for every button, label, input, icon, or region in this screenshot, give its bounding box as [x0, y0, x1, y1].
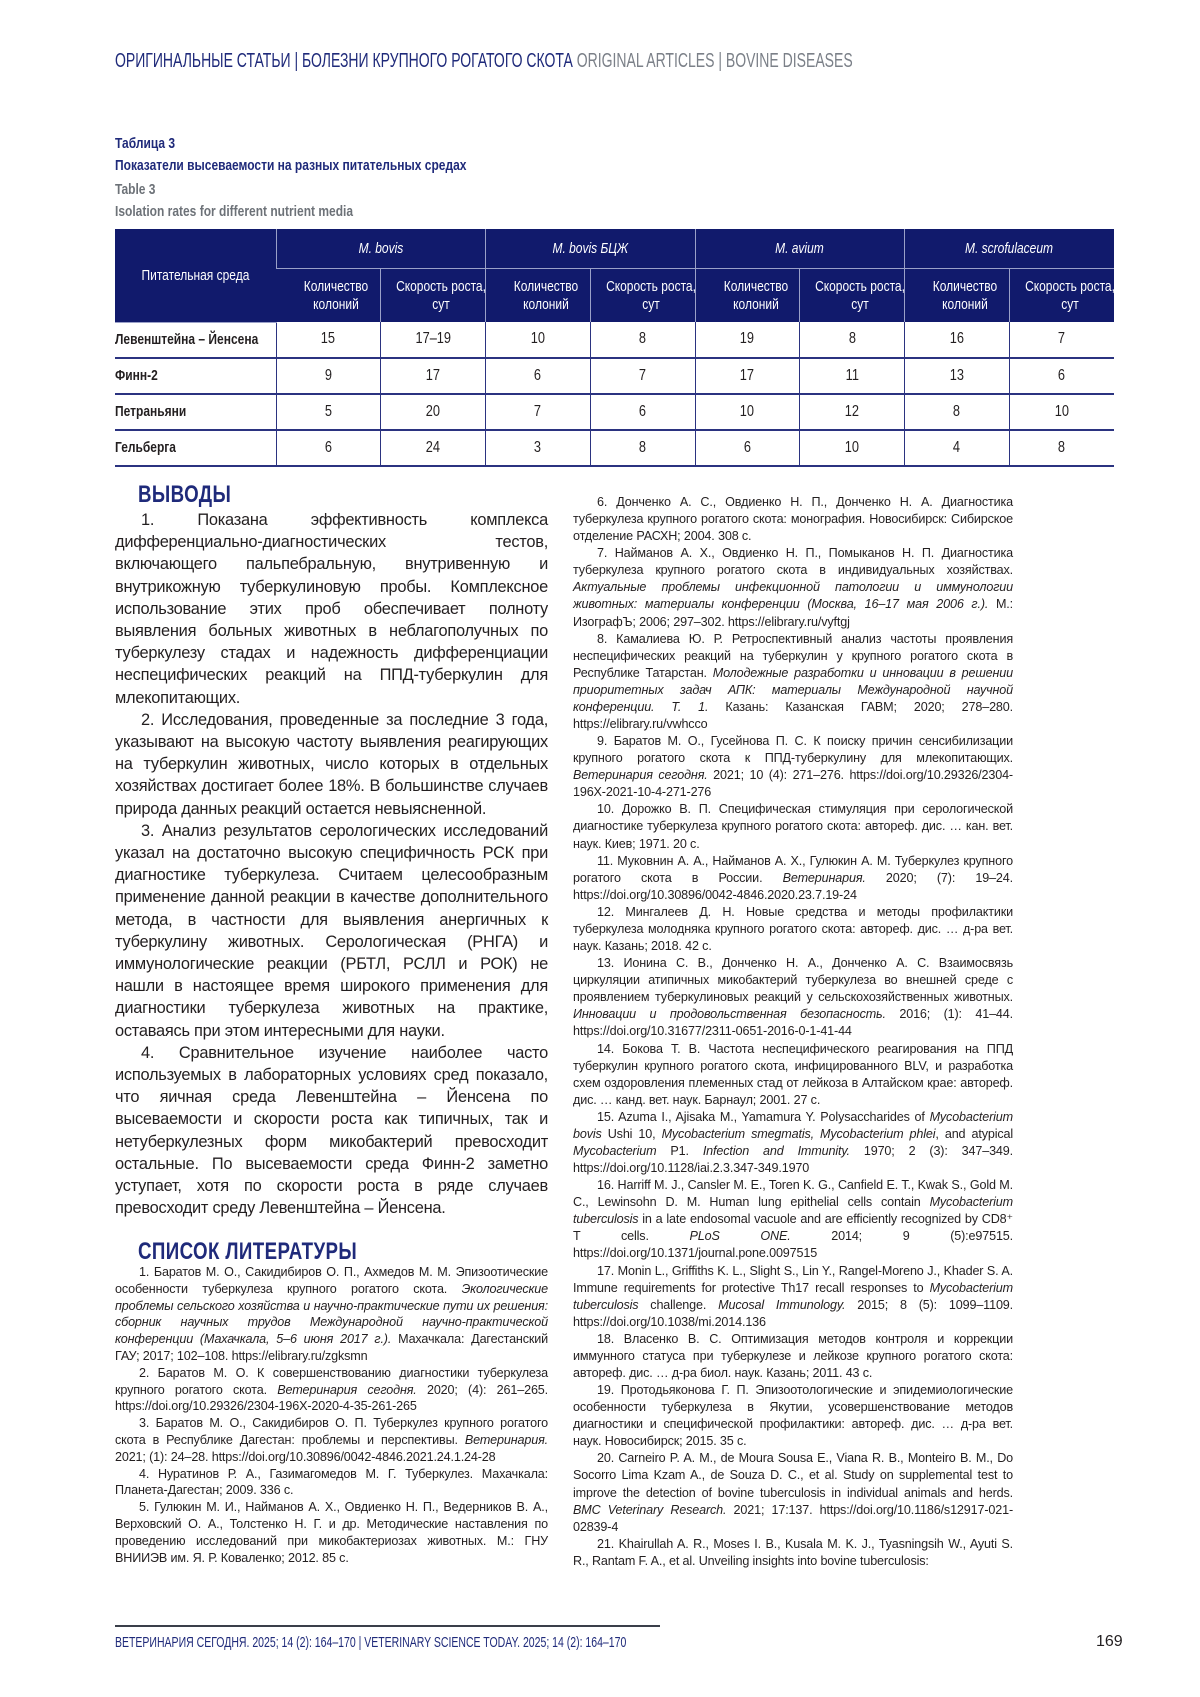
cell-value: 6 [534, 367, 541, 385]
reference-text: Ushi 10, [602, 1127, 662, 1141]
reference-text: 2020; (4): 261–265. https://doi.org/10.29326/2304-196X-2020-4-35-261-265 [115, 1383, 548, 1414]
colonies-cell [276, 394, 381, 430]
reference-item [115, 1466, 548, 1500]
table-label-en: Table 3 [115, 181, 155, 198]
cell-value: 6 [639, 403, 646, 421]
reference-text: Махачкала: Дагестанский ГАУ; 2017; 102–108. https://elibrary.ru/zgksmn [115, 1332, 548, 1363]
column-group-header [695, 229, 905, 269]
cell-value: 8 [953, 403, 960, 421]
reference-item [573, 1177, 1013, 1262]
reference-text: challenge. [638, 1298, 718, 1312]
reference-text: 16. Harriff M. J., Cansler M. E., Toren K. G., Canfield E. T., Kwak S., Gold M. C., Lewinsohn D. M. Human lung epithelial cells contain [573, 1178, 1013, 1209]
cell-value: 20 [426, 403, 440, 421]
reference-item [573, 1536, 1013, 1570]
colonies-cell [486, 358, 591, 394]
reference-item [573, 733, 1013, 801]
reference-text: Казань: Казанская ГАВМ; 2020; 278–280. https://elibrary.ru/vwhcco [573, 700, 1013, 731]
colonies-cell [695, 430, 800, 466]
reference-item [115, 1365, 548, 1415]
reference-source: Экологические проблемы сельского хозяйства и научно-практические пути их решения: сборник научных трудов Международной научно-практической конференции (Махачкала, 5–6 июня 2017 г.). [115, 1282, 548, 1346]
subheader-label: Скорость роста, сут [393, 278, 489, 314]
reference-source: Ветеринария. [465, 1433, 548, 1447]
reference-source: Ветеринария. [783, 871, 866, 885]
reference-item [573, 494, 1013, 545]
colonies-cell [905, 394, 1010, 430]
references-heading: СПИСОК ЛИТЕРАТУРЫ [138, 1238, 357, 1266]
colonies-cell [486, 322, 591, 358]
organism-name: M. bovis [358, 240, 403, 257]
running-head [115, 50, 853, 73]
reference-source: Mycobacterium smegmatis, Mycobacterium phlei [662, 1127, 936, 1141]
medium-name: Гельберга [115, 439, 176, 456]
growth-rate-cell [381, 358, 486, 394]
cell-value: 17 [426, 367, 440, 385]
column-group-header [276, 229, 486, 269]
running-head-en: ORIGINAL ARTICLES | BOVINE DISEASES [577, 50, 853, 72]
reference-item [115, 1415, 548, 1465]
reference-item [115, 1264, 548, 1365]
subheader-label: Количество колоний [708, 278, 804, 314]
reference-item [115, 1499, 548, 1566]
cell-value: 12 [845, 403, 859, 421]
reference-text: 8. Камалиева Ю. Р. Ретроспективный анализ частоты проявления неспецифических реакций на туберкулин у крупного рогатого скота в Республике Татарстан. [573, 632, 1013, 680]
growth-rate-cell [800, 430, 905, 466]
subheader-label: Количество колоний [917, 278, 1013, 314]
cell-value: 8 [639, 439, 646, 457]
subheader-label: Количество колоний [288, 278, 384, 314]
reference-item [573, 801, 1013, 852]
column-group-header [486, 229, 696, 269]
reference-text: 21. Khairullah A. R., Moses I. B., Kusala M. K. J., Tyasningsih W., Ayuti S. R., Rantam F. A., et al. Unveiling insights into bovine tuberculosis: [573, 1537, 1013, 1568]
subheader-label: Количество колоний [498, 278, 594, 314]
conclusion-paragraph: 4. Сравнительное изучение наиболее часто используемых в лабораторных условиях сред показало, что яичная среда Левенштейна – Йенсена по высеваемости и скорости роста как типичных, так и нетуберкулезных форм микобактерий превосходит остальные. По высеваемости среда Финн-2 заметно уступает, хотя по скорости роста в ряде случаев превосходит среду Левенштейна – Йенсена. [115, 1042, 548, 1220]
reference-text: 7. Найманов А. Х., Овдиенко Н. П., Помыканов Н. П. Диагностика туберкулеза крупного рогатого скота в индивидуальных хозяйствах. [573, 546, 1013, 577]
reference-text: 3. Баратов М. О., Сакидибиров О. П. Туберкулез крупного рогатого скота в Республике Дагестан: проблемы и перспективы. [115, 1416, 548, 1447]
table-row [115, 322, 1114, 358]
cell-value: 13 [950, 367, 964, 385]
growth-rate-cell [1009, 322, 1114, 358]
reference-source: Актуальные проблемы инфекционной патологии и иммунологии животных: материалы конференции (Москва, 16–17 мая 2006 г.). [573, 580, 1013, 611]
page-number: 169 [1096, 1633, 1123, 1651]
column-header-colonies [486, 269, 591, 323]
reference-item [573, 1109, 1013, 1177]
footer-citation: ВЕТЕРИНАРИЯ СЕГОДНЯ. 2025; 14 (2): 164–170 | VETERINARY SCIENCE TODAY. 2025; 14 (2): 164–170 [115, 1634, 626, 1651]
reference-text: 2020; (7): 19–24. https://doi.org/10.30896/0042-4846.2020.23.7.19-24 [573, 871, 1013, 902]
medium-name: Левенштейна – Йенсена [115, 331, 258, 348]
reference-source: Infection and Immunity. [703, 1144, 850, 1158]
colonies-cell [905, 358, 1010, 394]
cell-value: 8 [849, 330, 856, 348]
reference-text: 2016; (1): 41–44. https://doi.org/10.31677/2311-0651-2016-0-1-41-44 [573, 1007, 1013, 1038]
medium-cell [115, 322, 276, 358]
reference-text: 20. Carneiro P. A. M., de Moura Sousa E., Viana R. B., Monteiro B. M., Do Socorro Lima Kzam A., de Souza D. C., et al. Study on supplemental test to improve the detection of bovine tuberculosis in individual animals and herds. [573, 1451, 1013, 1499]
references-list-right [573, 494, 1013, 1570]
cell-value: 15 [321, 330, 335, 348]
conclusion-paragraph: 1. Показана эффективность комплекса дифференциально-диагностических тестов, включающего пальпебральную, внутривенную и внутрикожную туберкулиновую пробы. Комплексное использование этих проб обеспечивает полноту выявления больных животных в неблагополучных по туберкулезу стадах и надежность дифференциации неспецифических реакций на ППД-туберкулин для млекопитающих. [115, 509, 548, 709]
medium-cell [115, 394, 276, 430]
reference-source: PLoS ONE. [689, 1229, 790, 1243]
reference-item [573, 545, 1013, 630]
footer-divider [115, 1625, 660, 1627]
colonies-cell [905, 430, 1010, 466]
growth-rate-cell [381, 394, 486, 430]
colonies-cell [276, 358, 381, 394]
table-row [115, 430, 1114, 466]
cell-value: 3 [534, 439, 541, 457]
reference-text: 17. Monin L., Griffiths K. L., Slight S., Lin Y., Rangel-Moreno J., Khader S. A. Immune requirements for protective Th17 recall responses to [573, 1264, 1013, 1295]
reference-source: Mycobacterium tuberculosis [573, 1195, 1013, 1226]
growth-rate-cell [1009, 358, 1114, 394]
reference-text: 1970; 2 (3): 347–349. https://doi.org/10.1128/iai.2.3.347-349.1970 [573, 1144, 1013, 1175]
cell-value: 10 [845, 439, 859, 457]
conclusions-body [115, 509, 548, 1220]
growth-rate-cell [590, 430, 695, 466]
cell-value: 8 [639, 330, 646, 348]
reference-text: 2021; 10 (4): 271–276. https://doi.org/10.29326/2304-196X-2021-10-4-271-276 [573, 768, 1013, 799]
colonies-cell [486, 430, 591, 466]
growth-rate-cell [381, 322, 486, 358]
reference-text: in a late endosomal vacuole and are efficiently recognized by CD8⁺ T cells. [573, 1212, 1013, 1243]
reference-text: 4. Нуратинов Р. А., Газимагомедов М. Г. Туберкулез. Махачкала: Планета-Дагестан; 2009. 336 с. [115, 1467, 548, 1498]
cell-value: 11 [845, 367, 858, 385]
reference-text: 11. Муковнин А. А., Найманов А. Х., Гулюкин А. М. Туберкулез крупного рогатого скота в России. [573, 854, 1013, 885]
reference-text: 14. Бокова Т. В. Частота неспецифического реагирования на ППД туберкулин крупного рогатого скота, инфицированного BLV, и разработка схем оздоровления племенных стад от лейкоза в Алтайском крае: автореф. дис. … канд. вет. наук. Барнаул; 2001. 27 с. [573, 1042, 1013, 1107]
cell-value: 10 [531, 330, 545, 348]
growth-rate-cell [1009, 430, 1114, 466]
table-group-header-row [115, 229, 1114, 269]
column-header-growth-rate [800, 269, 905, 323]
table-label-ru: Таблица 3 [115, 135, 175, 152]
reference-item [573, 955, 1013, 1040]
cell-value: 10 [740, 403, 754, 421]
cell-value: 17–19 [415, 330, 451, 348]
cell-value: 9 [325, 367, 332, 385]
reference-text: 13. Ионина С. В., Донченко Н. А., Донченко А. С. Взаимосвязь циркуляции атипичных микобактерий туберкулеза во внешней среде с проявлением туберкулиновых реакций у сельскохозяйственных животных. [573, 956, 1013, 1004]
table-row [115, 394, 1114, 430]
column-header-medium: Питательная среда [115, 229, 276, 322]
colonies-cell [276, 430, 381, 466]
colonies-cell [695, 358, 800, 394]
reference-text: 2021; 17:137. https://doi.org/10.1186/s12917-021-02839-4 [573, 1503, 1013, 1534]
organism-name: M. bovis БЦЖ [552, 240, 628, 257]
reference-source: BMC Veterinary Research. [573, 1503, 726, 1517]
reference-text: 18. Власенко В. С. Оптимизация методов контроля и коррекции иммунного статуса при туберкулезе и лейкозе крупного рогатого скота: автореф. дис. … д-ра биол. наук. Казань; 2011. 43 с. [573, 1332, 1013, 1380]
growth-rate-cell [800, 394, 905, 430]
reference-text: 1. Баратов М. О., Сакидибиров О. П., Ахмедов М. М. Эпизоотические особенности туберкулеза крупного рогатого скота. [115, 1265, 548, 1296]
table-title-ru: Показатели высеваемости на разных питательных средах [115, 157, 466, 174]
subheader-label: Скорость роста, сут [1022, 278, 1118, 314]
growth-rate-cell [1009, 394, 1114, 430]
medium-name: Петраньяни [115, 403, 186, 420]
subheader-label: Скорость роста, сут [603, 278, 699, 314]
column-header-colonies [276, 269, 381, 323]
cell-value: 17 [740, 367, 754, 385]
cell-value: 6 [325, 439, 332, 457]
growth-rate-cell [800, 322, 905, 358]
reference-text: М.: ИзографЪ; 2006; 297–302. https://elibrary.ru/vyftgj [573, 597, 1013, 628]
cell-value: 7 [1058, 330, 1065, 348]
reference-source: Mycobacterium bovis [573, 1110, 1013, 1141]
cell-value: 5 [325, 403, 332, 421]
cell-value: 19 [740, 330, 754, 348]
reference-source: Mycobacterium [573, 1144, 656, 1158]
reference-item [573, 1331, 1013, 1382]
reference-source: Молодежные разработки и инновации в решении приоритетных задач АПК: материалы Международной научной конференции. Т. 1. [573, 666, 1013, 714]
growth-rate-cell [381, 430, 486, 466]
reference-item [573, 904, 1013, 955]
reference-text: P1. [656, 1144, 702, 1158]
subheader-label: Скорость роста, сут [812, 278, 908, 314]
reference-text: 2015; 8 (5): 1099–1109. https://doi.org/10.1038/mi.2014.136 [573, 1298, 1013, 1329]
table-row [115, 358, 1114, 394]
cell-value: 6 [744, 439, 751, 457]
organism-name: M. avium [775, 240, 824, 257]
column-header-growth-rate [381, 269, 486, 323]
conclusion-paragraph: 2. Исследования, проведенные за последние 3 года, указывают на высокую частоту выявления реагирующих на туберкулин животных, число которых в отдельных хозяйствах достигает более 18%. В большинстве случаев природа данных реакций остается невыясненной. [115, 709, 548, 820]
reference-text: 19. Протодьяконова Г. П. Эпизоотологические и эпидемиологические особенности туберкулеза в Якутии, усовершенствование методов диагностики и специфической профилактики: автореф. дис. … д-ра вет. наук. Новосибирск; 2015. 35 с. [573, 1383, 1013, 1448]
column-header-growth-rate [590, 269, 695, 323]
medium-cell [115, 430, 276, 466]
reference-source: Ветеринария сегодня. [277, 1383, 416, 1397]
growth-rate-cell [800, 358, 905, 394]
cell-value: 6 [1058, 367, 1065, 385]
table-title-en: Isolation rates for different nutrient media [115, 203, 353, 220]
reference-text: 10. Дорожко В. П. Специфическая стимуляция при серологической диагностике туберкулеза крупного рогатого скота: автореф. дис. … кан. вет. наук. Киев; 1971. 20 с. [573, 802, 1013, 850]
reference-text: 2021; (1): 24–28. https://doi.org/10.30896/0042-4846.2021.24.1.24-28 [115, 1450, 496, 1464]
reference-item [573, 1382, 1013, 1450]
cell-value: 16 [950, 330, 964, 348]
column-header-colonies [905, 269, 1010, 323]
medium-name: Финн-2 [115, 367, 158, 384]
column-header-growth-rate [1009, 269, 1114, 323]
reference-item [573, 631, 1013, 733]
reference-text: 2014; 9 (5):e97515. https://doi.org/10.1371/journal.pone.0097515 [573, 1229, 1013, 1260]
colonies-cell [905, 322, 1010, 358]
colonies-cell [695, 394, 800, 430]
running-head-ru: ОРИГИНАЛЬНЫЕ СТАТЬИ | БОЛЕЗНИ КРУПНОГО РОГАТОГО СКОТА [115, 50, 573, 72]
reference-text: 6. Донченко А. С., Овдиенко Н. П., Донченко Н. А. Диагностика туберкулеза крупного рогатого скота: монография. Новосибирск: Сибирское отделение РАСХН; 2004. 308 с. [573, 495, 1013, 543]
cell-value: 8 [1058, 439, 1065, 457]
reference-text: 2. Баратов М. О. К совершенствованию диагностики туберкулеза крупного рогатого скота. [115, 1366, 548, 1397]
colonies-cell [486, 394, 591, 430]
conclusion-paragraph: 3. Анализ результатов серологических исследований указал на достаточно высокую специфичность РСК при диагностике туберкулеза. Считаем целесообразным применение данной реакции в качестве дополнительного метода, в частности для выявления анергичных к туберкулину животных. Серологическая (РНГА) и иммунологические реакции (РБТЛ, РСЛЛ и РОК) не нашли в настоящее время широкого применения для диагностики туберкулеза животных на практике, оставаясь при этом интересными для науки. [115, 820, 548, 1042]
cell-value: 7 [534, 403, 541, 421]
organism-name: M. scrofulaceum [965, 240, 1053, 257]
cell-value: 4 [953, 439, 960, 457]
reference-text: 5. Гулюкин М. И., Найманов А. Х., Овдиенко Н. П., Ведерников В. А., Верховский О. А., Толстенко Н. Г. и др. Методические наставления по проведению исследований при микобактериозах животных. М.: ГНУ ВНИИЭВ им. Я. Р. Коваленко; 2012. 85 с. [115, 1500, 548, 1564]
reference-item [573, 853, 1013, 904]
references-list-left [115, 1264, 548, 1566]
growth-rate-cell [590, 322, 695, 358]
growth-rate-cell [590, 358, 695, 394]
column-header-colonies [695, 269, 800, 323]
reference-text: , and atypical [935, 1127, 1013, 1141]
cell-value: 10 [1055, 403, 1069, 421]
reference-source: Ветеринария сегодня. [573, 768, 708, 782]
growth-rate-cell [590, 394, 695, 430]
reference-text: 15. Azuma I., Ajisaka M., Yamamura Y. Polysaccharides of [597, 1110, 930, 1124]
cell-value: 24 [426, 439, 440, 457]
cell-value: 7 [639, 367, 646, 385]
reference-text: 9. Баратов М. О., Гусейнова П. С. К поиску причин сенсибилизации крупного рогатого скота к ППД-туберкулину для млекопитающих. [573, 734, 1013, 765]
isolation-rates-table [115, 229, 1114, 467]
colonies-cell [695, 322, 800, 358]
reference-source: Mycobacterium tuberculosis [573, 1281, 1013, 1312]
reference-item [573, 1450, 1013, 1535]
colonies-cell [276, 322, 381, 358]
reference-text: 12. Мингалеев Д. Н. Новые средства и методы профилактики туберкулеза молодняка крупного рогатого скота: автореф. дис. … д-ра вет. наук. Казань; 2018. 42 с. [573, 905, 1013, 953]
reference-source: Mucosal Immunology. [718, 1298, 845, 1312]
conclusions-heading: ВЫВОДЫ [138, 481, 231, 509]
table-body [115, 322, 1114, 466]
reference-source: Инновации и продовольственная безопасность. [573, 1007, 886, 1021]
medium-cell [115, 358, 276, 394]
reference-item [573, 1041, 1013, 1109]
column-group-header [905, 229, 1115, 269]
reference-item [573, 1263, 1013, 1331]
